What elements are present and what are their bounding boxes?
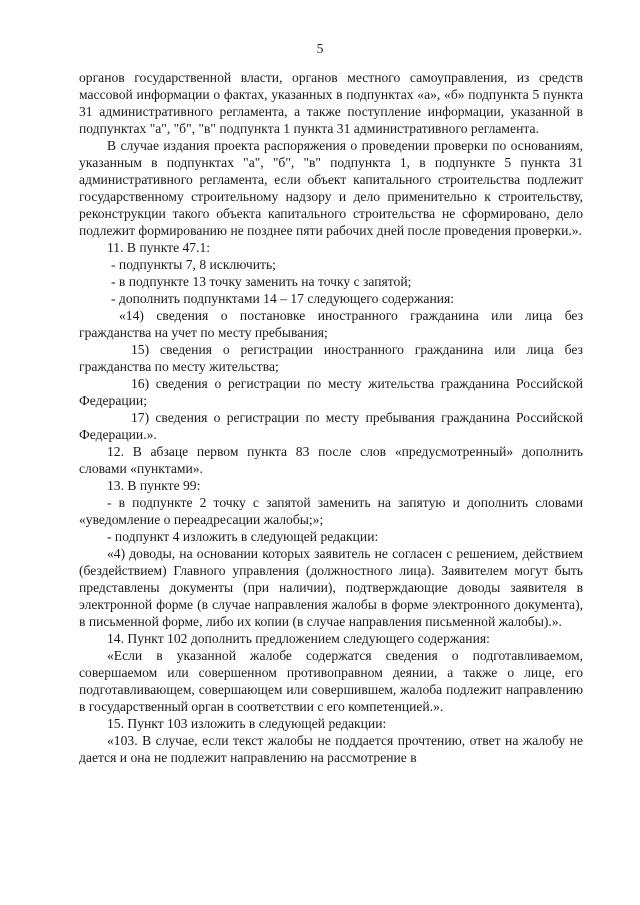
paragraph-item-12: 12. В абзаце первом пункта 83 после слов «предусмотренный» дополнить словами «пунктами». <box>79 444 583 476</box>
paragraph-item-13-a: - в подпункте 2 точку с запятой заменить на запятую и дополнить словами «уведомление о переадресации жалобы;»; <box>79 495 583 527</box>
paragraph-item-13-b: - подпункт 4 изложить в следующей редакции: <box>107 529 379 544</box>
paragraph-continuation: органов государственной власти, органов местного самоуправления, из средств массовой информации о фактах, указанных в подпунктах «а», «б» подпункта 5 пункта 31 административного регламента, а также поступление информации, указанной в подпунктах "а", "б", "в" подпункта 1 пункта 31 административного регламента. <box>79 70 583 136</box>
paragraph-subitem-15: 15) сведения о регистрации иностранного гражданина или лица без гражданства по месту жительства; <box>79 342 583 374</box>
paragraph-item-11-c: - дополнить подпунктами 14 – 17 следующего содержания: <box>111 291 455 306</box>
paragraph-item-15: 15. Пункт 103 изложить в следующей редакции: <box>107 716 387 731</box>
paragraph-item-11-a: - подпункты 7, 8 исключить; <box>111 257 276 272</box>
paragraph-item-13: 13. В пункте 99: <box>107 478 201 493</box>
paragraph-item-103: «103. В случае, если текст жалобы не поддается прочтению, ответ на жалобу не дается и она не подлежит направлению на рассмотрение в <box>79 733 583 765</box>
paragraph-subitem-14: «14) сведения о постановке иностранного гражданина или лица без гражданства на учет по месту пребывания; <box>79 308 583 340</box>
page-number: 5 <box>316 41 324 56</box>
paragraph-subitem-4: «4) доводы, на основании которых заявитель не согласен с решением, действием (бездействием) Главного управления (должностного лица). Заявителем могут быть представлены документы (при наличии), подтверждающие доводы заявителя в электронной форме (в случае направления жалобы в форме электронного документа), в письменной форме, либо их копии (в случае направления письменной жалобы).». <box>79 546 583 629</box>
paragraph-inspection-order: В случае издания проекта распоряжения о проведении проверки по основаниям, указанным в подпунктах "а", "б", "в" подпункта 1, в подпункте 5 пункта 31 административного регламента, если объект капитального строительства подлежит государственному строительному надзору и дело применительно к строительству, реконструкции такого объекта капитального строительства не сформировано, дело подлежит формированию не позднее пяти рабочих дней после проведения проверки.». <box>79 138 583 238</box>
paragraph-item-11-b: - в подпункте 13 точку заменить на точку с запятой; <box>111 274 412 289</box>
paragraph-item-11: 11. В пункте 47.1: <box>107 240 211 255</box>
paragraph-subitem-17: 17) сведения о регистрации по месту пребывания гражданина Российской Федерации.». <box>79 410 583 442</box>
document-body <box>79 69 583 766</box>
paragraph-item-14-text: «Если в указанной жалобе содержатся сведения о подготавливаемом, совершаемом или совершенном противоправном деянии, а также о лице, его подготавливающем, совершающем или совершившем, жалоба подлежит направлению в государственный орган в соответствии с его компетенцией.». <box>79 648 583 714</box>
paragraph-subitem-16: 16) сведения о регистрации по месту жительства гражданина Российской Федерации; <box>79 376 583 408</box>
paragraph-item-14: 14. Пункт 102 дополнить предложением следующего содержания: <box>107 631 490 646</box>
